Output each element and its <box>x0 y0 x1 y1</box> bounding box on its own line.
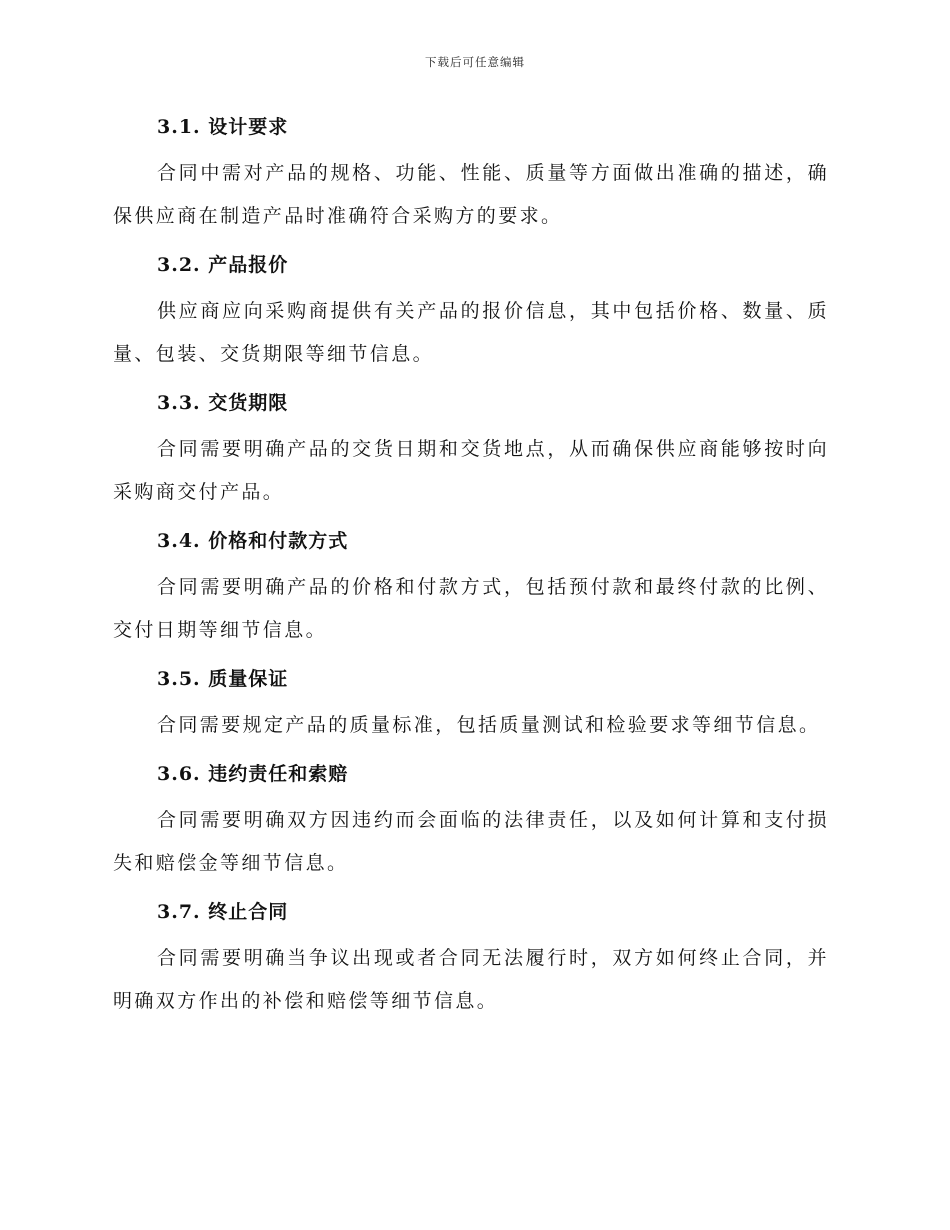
section-paragraph: 合同需要明确双方因违约而会面临的法律责任，以及如何计算和支付损失和赔偿金等细节信息。 <box>113 809 829 874</box>
section-heading: 3.2. 产品报价 <box>157 254 289 276</box>
section-3-6 <box>113 759 829 885</box>
document-body <box>113 112 829 1035</box>
section-3-3 <box>113 388 829 514</box>
section-heading: 3.1. 设计要求 <box>157 116 289 138</box>
section-paragraph: 合同需要明确产品的交货日期和交货地点，从而确保供应商能够按时向采购商交付产品。 <box>113 438 829 503</box>
section-3-5 <box>113 664 829 747</box>
section-heading: 3.4. 价格和付款方式 <box>157 530 349 552</box>
section-heading: 3.5. 质量保证 <box>157 668 289 690</box>
page-header: 下载后可任意编辑 <box>425 55 525 69</box>
section-heading: 3.3. 交货期限 <box>157 392 289 414</box>
section-paragraph: 合同需要规定产品的质量标准，包括质量测试和检验要求等细节信息。 <box>157 714 821 736</box>
section-heading: 3.6. 违约责任和索赔 <box>157 763 349 785</box>
section-heading: 3.7. 终止合同 <box>157 901 289 923</box>
section-paragraph: 合同需要明确当争议出现或者合同无法履行时，双方如何终止合同，并明确双方作出的补偿和赔偿等细节信息。 <box>113 947 829 1012</box>
section-3-2 <box>113 250 829 376</box>
section-paragraph: 合同需要明确产品的价格和付款方式，包括预付款和最终付款的比例、交付日期等细节信息。 <box>113 576 829 641</box>
section-3-1 <box>113 112 829 238</box>
section-paragraph: 合同中需对产品的规格、功能、性能、质量等方面做出准确的描述，确保供应商在制造产品时准确符合采购方的要求。 <box>113 162 829 227</box>
section-3-7 <box>113 897 829 1023</box>
section-paragraph: 供应商应向采购商提供有关产品的报价信息，其中包括价格、数量、质量、包装、交货期限等细节信息。 <box>113 300 829 365</box>
section-3-4 <box>113 526 829 652</box>
